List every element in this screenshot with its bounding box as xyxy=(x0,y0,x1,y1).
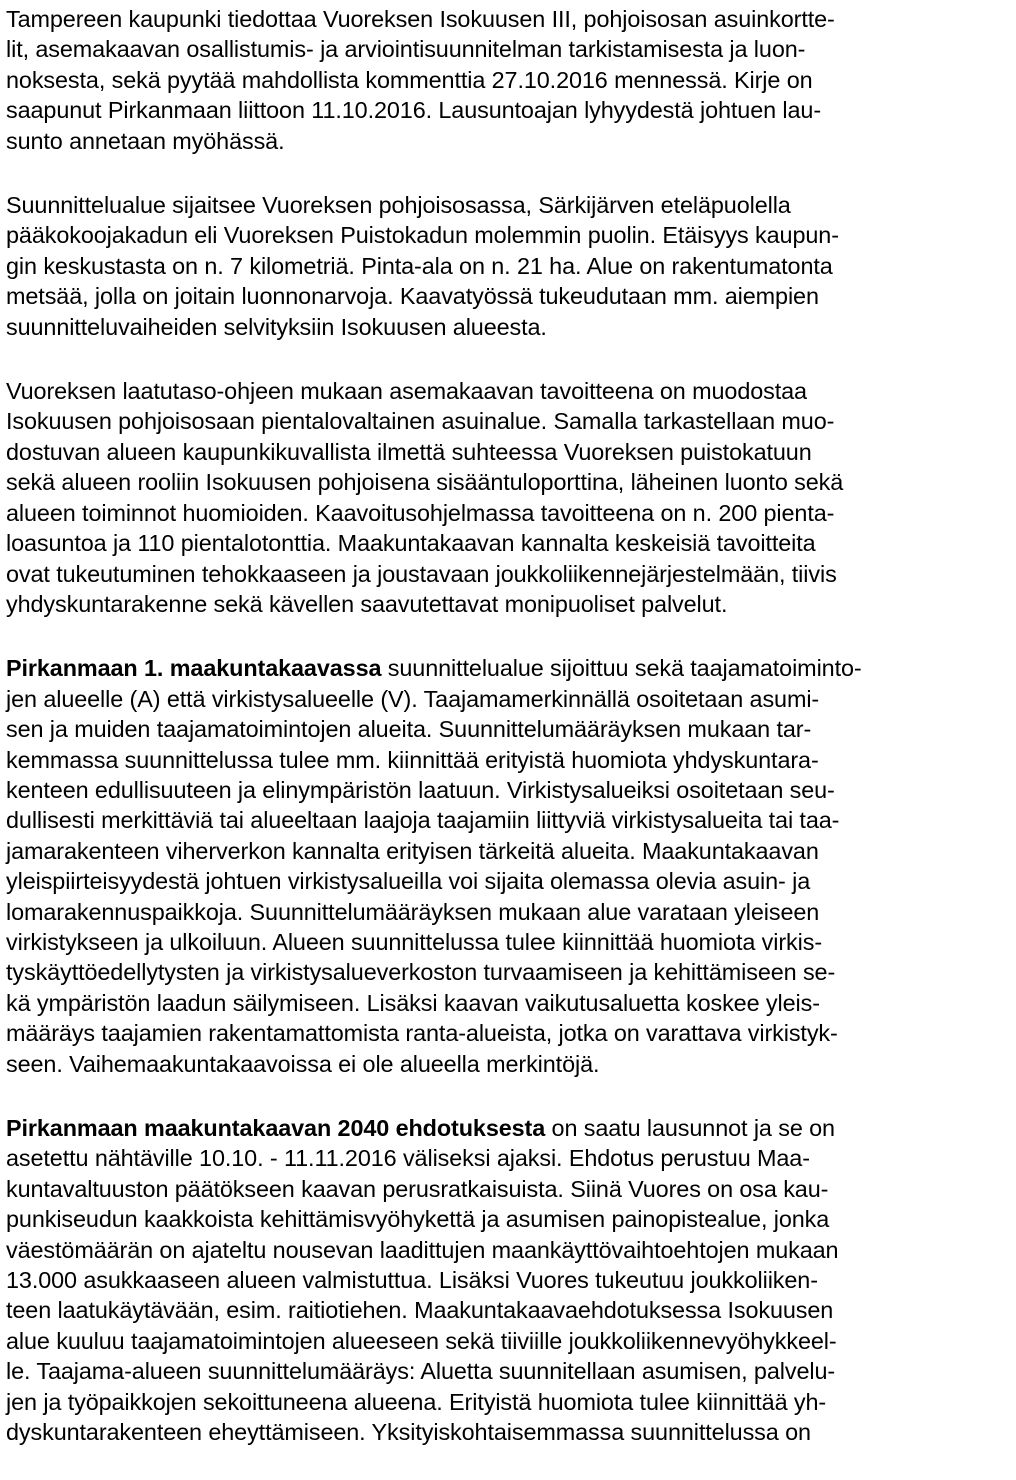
text-line: virkistykseen ja ulkoiluun. Alueen suunnittelussa tulee kiinnittää huomiota virkis- xyxy=(6,928,823,955)
paragraph-regional-plan-2040 xyxy=(6,1113,1010,1447)
text-line: yhdyskuntarakenne sekä kävellen saavutettavat monipuoliset palvelut. xyxy=(6,590,728,617)
text-line: kuntavaltuuston päätökseen kaavan perusratkaisuista. Siinä Vuores on osa kau- xyxy=(6,1175,829,1202)
text-line: alueen toiminnot huomioiden. Kaavoitusohjelmassa tavoitteena on n. 200 pienta- xyxy=(6,499,835,526)
text-line: kä ympäristön laadun säilymiseen. Lisäksi kaavan vaikutusaluetta koskee yleis- xyxy=(6,989,820,1016)
text-line: asetettu nähtäville 10.10. - 11.11.2016 väliseksi ajaksi. Ehdotus perustuu Maa- xyxy=(6,1145,810,1172)
text-line: väestömäärän on ajateltu nousevan laadittujen maankäyttövaihtoehtojen mukaan xyxy=(6,1236,839,1263)
text-line: saapunut Pirkanmaan liittoon 11.10.2016. Lausuntoajan lyhyydestä johtuen lau- xyxy=(6,97,822,124)
text-line: lit, asemakaavan osallistumis- ja arviointisuunnitelman tarkistamisesta ja luon- xyxy=(6,36,806,63)
text-line: suunnitteluvaiheiden selvityksiin Isokuusen alueesta. xyxy=(6,313,547,340)
text-fragment: on saatu lausunnot ja se on xyxy=(545,1115,835,1141)
paragraph-gap xyxy=(6,1079,1010,1113)
text-line: määräys taajamien rakentamattomista ranta-alueista, jotka on varattava virkistyk- xyxy=(6,1020,838,1047)
text-line: jen ja työpaikkojen sekoittuneena alueena. Erityistä huomiota tulee kiinnittää yh- xyxy=(6,1388,827,1415)
paragraph-location xyxy=(6,190,1010,342)
highlight-heading: Pirkanmaan 1. maakuntakaavassa xyxy=(6,655,382,682)
text-line: pääkokoojakadun eli Vuoreksen Puistokadun molemmin puolin. Etäisyys kaupun- xyxy=(6,222,839,249)
text-line: Vuoreksen laatutaso-ohjeen mukaan asemakaavan tavoitteena on muodostaa xyxy=(6,378,807,405)
text-line: dostuvan alueen kaupunkikuvallista ilmettä suhteessa Vuoreksen puistokatuun xyxy=(6,438,812,465)
paragraph-intro xyxy=(6,4,1010,156)
text-line: noksesta, sekä pyytää mahdollista kommenttia 27.10.2016 mennessä. Kirje on xyxy=(6,66,813,93)
text-line: sekä alueen rooliin Isokuusen pohjoisena sisääntuloporttina, läheinen luonto sekä xyxy=(6,469,844,496)
text-line xyxy=(6,1113,1010,1143)
text-fragment: suunnittelualue sijoittuu sekä taajamatoiminto- xyxy=(381,655,862,682)
text-line: alue kuuluu taajamatoimintojen alueeseen sekä tiiviille joukkoliikennevyöhykkeel- xyxy=(6,1327,837,1354)
highlight-heading: Pirkanmaan maakuntakaavan 2040 ehdotuksesta xyxy=(6,1115,546,1141)
text-line: metsää, jolla on joitain luonnonarvoja. Kaavatyössä tukeudutaan mm. aiempien xyxy=(6,283,819,310)
text-line: tyskäyttöedellytysten ja virkistysalueverkoston turvaamiseen ja kehittämiseen se- xyxy=(6,959,836,986)
text-line: seen. Vaihemaakuntakaavoissa ei ole alueella merkintöjä. xyxy=(6,1050,600,1077)
text-line: Isokuusen pohjoisosaan pientalovaltainen asuinalue. Samalla tarkastellaan muo- xyxy=(6,408,835,435)
text-line: 13.000 asukkaaseen alueen valmistuttua. Lisäksi Vuores tukeutuu joukkoliiken- xyxy=(6,1267,818,1294)
paragraph-regional-plan-1 xyxy=(6,653,1010,1079)
text-line: dullisesti merkittäviä tai alueeltaan laajoja taajamiin liittyviä virkistysalueita tai taa- xyxy=(6,807,840,834)
text-line: Suunnittelualue sijaitsee Vuoreksen pohjoisosassa, Särkijärven eteläpuolella xyxy=(6,192,791,219)
text-line: le. Taajama-alueen suunnittelumääräys: Aluetta suunnitellaan asumisen, palvelu- xyxy=(6,1358,836,1385)
document-page xyxy=(6,0,1010,1447)
text-line: punkiseudun kaakkoista kehittämisvyöhykettä ja asumisen painopistealue, jonka xyxy=(6,1206,830,1233)
text-line: jamarakenteen viherverkon kannalta erityisen tärkeitä alueita. Maakuntakaavan xyxy=(6,837,819,864)
paragraph-gap xyxy=(6,619,1010,653)
text-line xyxy=(6,653,1010,683)
paragraph-goals xyxy=(6,376,1010,619)
text-line: kenteen edullisuuteen ja elinympäristön laatuun. Virkistysalueiksi osoitetaan seu- xyxy=(6,776,835,803)
text-line: kemmassa suunnittelussa tulee mm. kiinnittää erityistä huomiota yhdyskuntara- xyxy=(6,746,819,773)
text-line: sen ja muiden taajamatoimintojen alueita. Suunnittelumääräyksen mukaan tar- xyxy=(6,716,812,743)
text-line: ovat tukeutuminen tehokkaaseen ja joustavaan joukkoliikennejärjestelmään, tiivis xyxy=(6,560,837,587)
text-line: jen alueelle (A) että virkistysalueelle (V). Taajamamerkinnällä osoitetaan asumi- xyxy=(6,685,820,712)
text-line: lomarakennuspaikkoja. Suunnittelumääräyksen mukaan alue varataan yleiseen xyxy=(6,898,820,925)
text-line: yleispiirteisyydestä johtuen virkistysalueilla voi sijaita olemassa olevia asuin- ja xyxy=(6,868,811,895)
paragraph-gap xyxy=(6,342,1010,376)
text-line: loasuntoa ja 110 pientalotonttia. Maakuntakaavan kannalta keskeisiä tavoitteita xyxy=(6,530,816,557)
paragraph-gap xyxy=(6,156,1010,190)
text-line: sunto annetaan myöhässä. xyxy=(6,127,285,154)
text-line: teen laatukäytävään, esim. raitiotiehen. Maakuntakaavaehdotuksessa Isokuusen xyxy=(6,1297,834,1324)
text-line: Tampereen kaupunki tiedottaa Vuoreksen Isokuusen III, pohjoisosan asuinkortte- xyxy=(6,6,835,32)
text-line: gin keskustasta on n. 7 kilometriä. Pinta-ala on n. 21 ha. Alue on rakentumatonta xyxy=(6,252,833,279)
text-line: dyskuntarakenteen eheyttämiseen. Yksityiskohtaisemmassa suunnittelussa on xyxy=(6,1419,811,1446)
